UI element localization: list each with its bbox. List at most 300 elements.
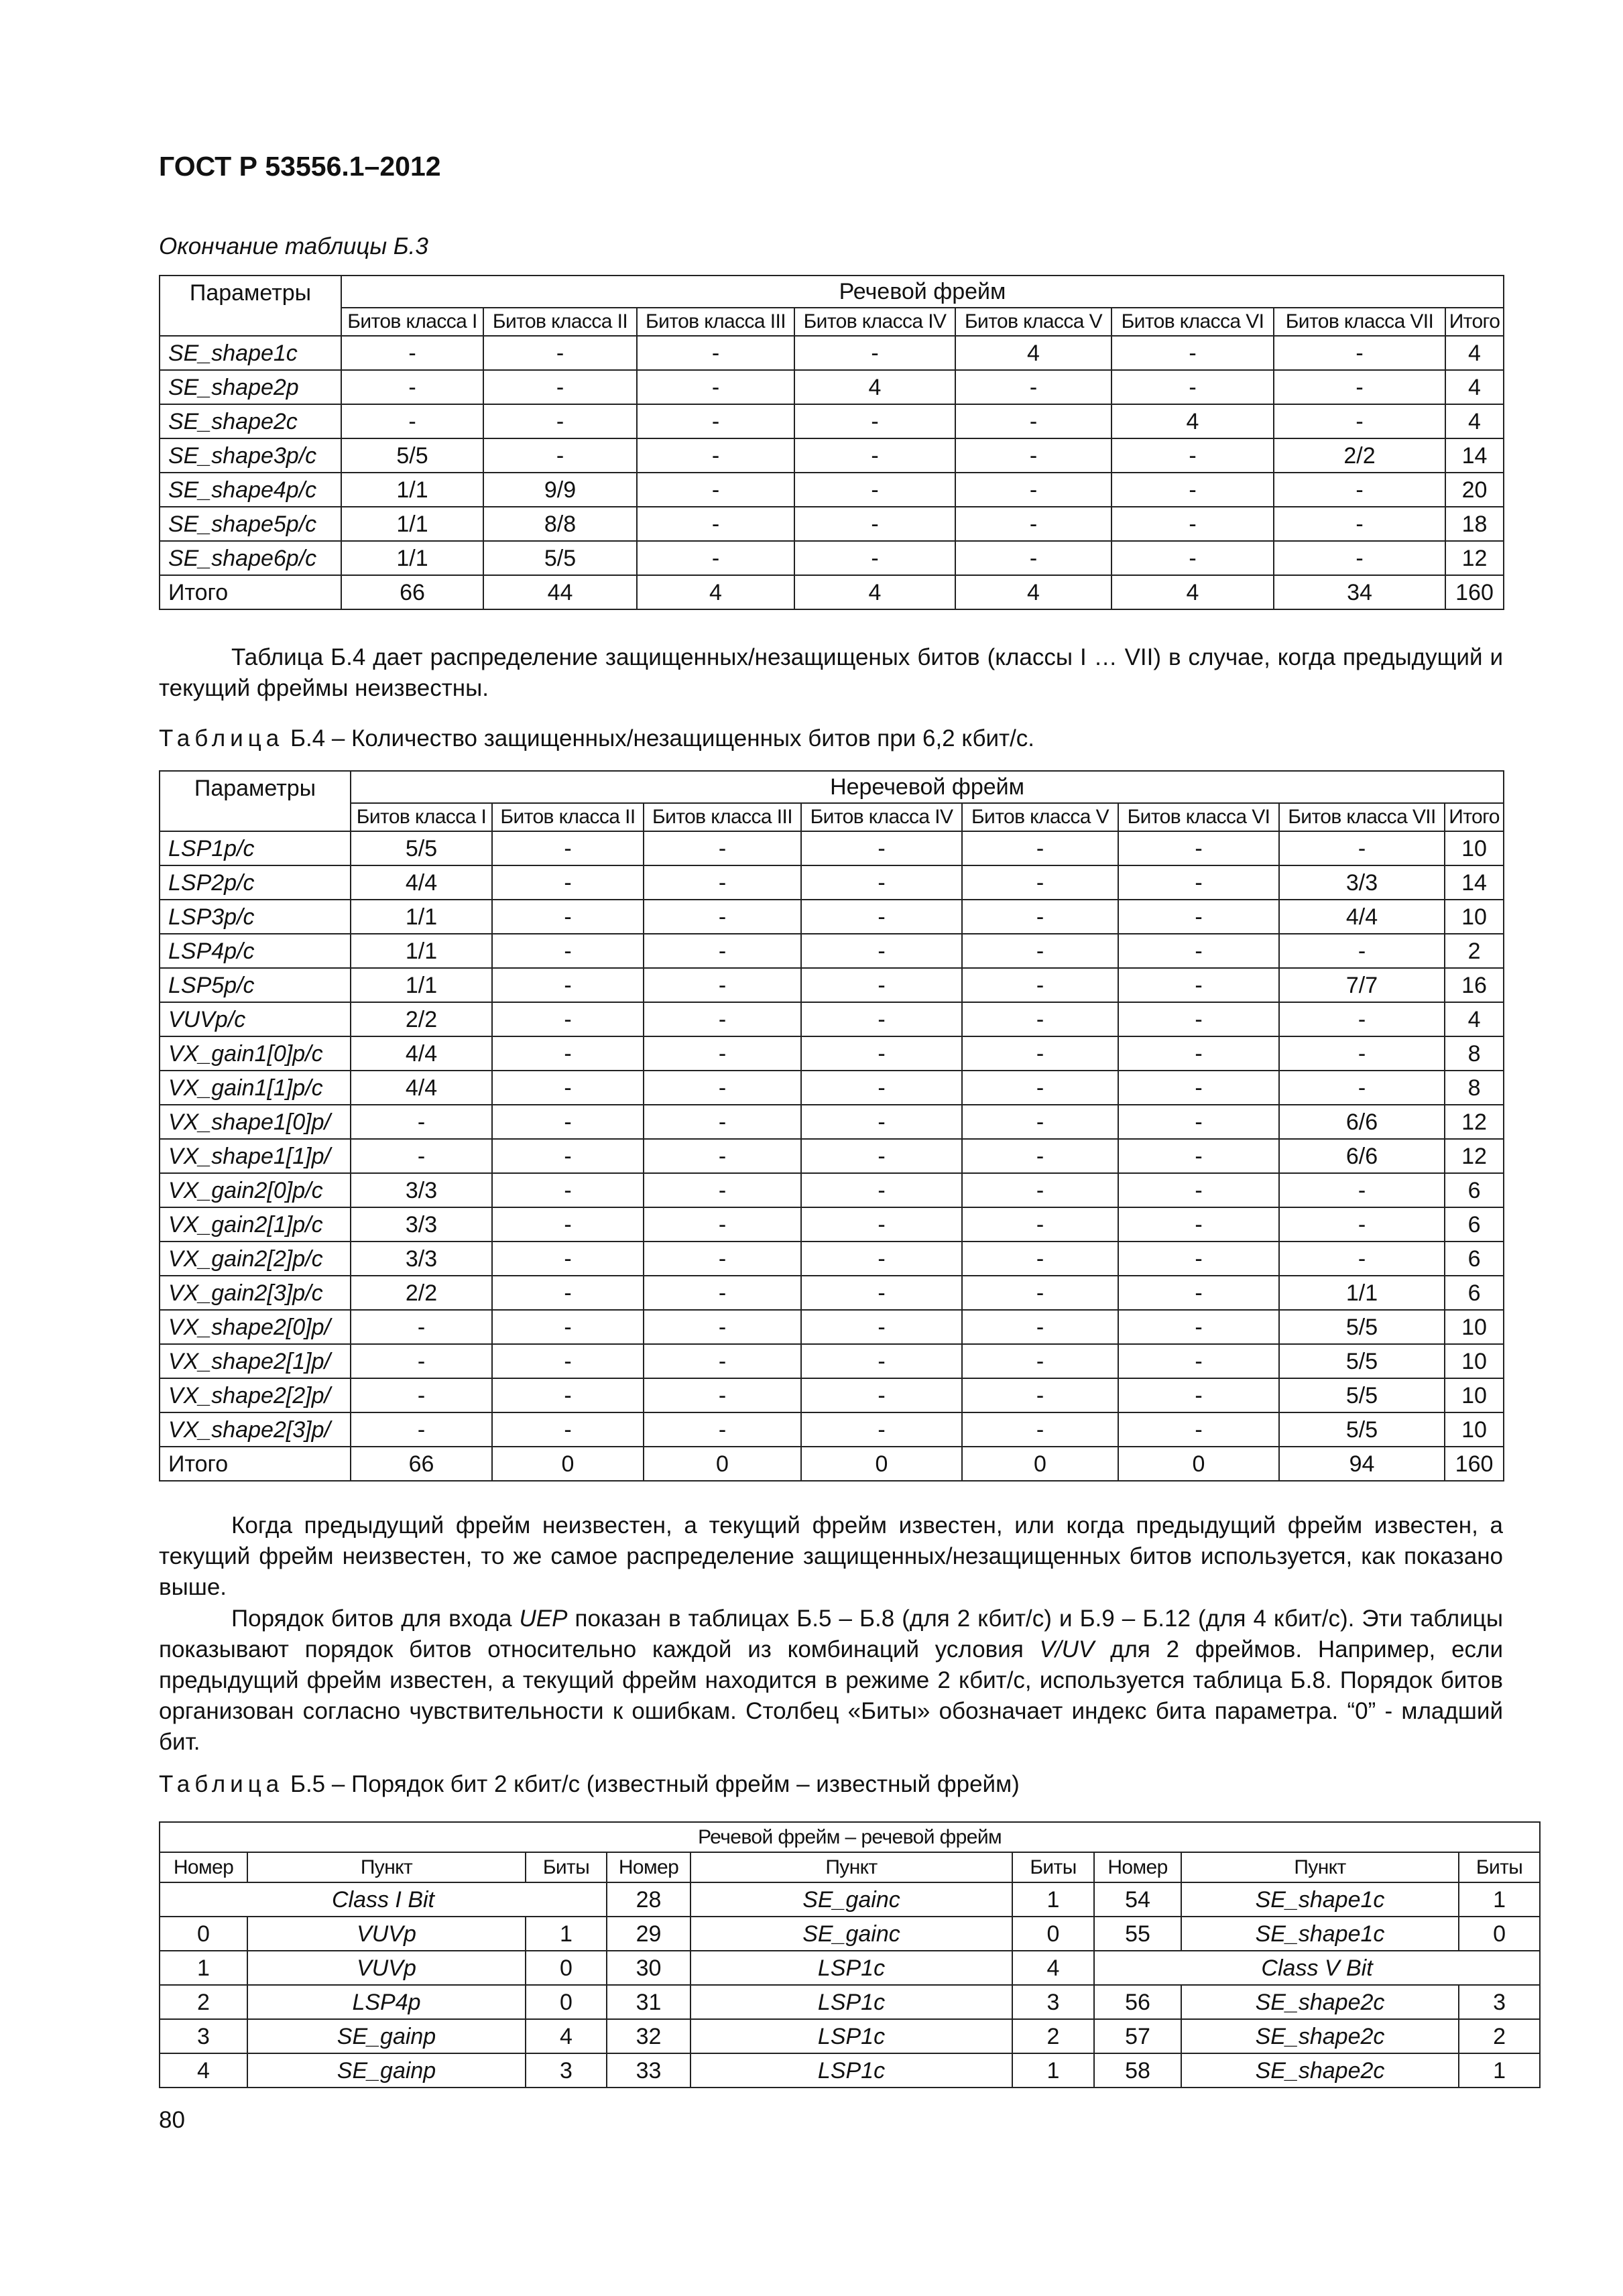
table-cell: 1/1 xyxy=(351,968,492,1002)
table-cell: 2 xyxy=(1012,2019,1094,2053)
table-cell: - xyxy=(1274,507,1445,541)
column-header: Номер xyxy=(1094,1852,1181,1882)
table-cell: - xyxy=(962,968,1118,1002)
table-cell: - xyxy=(962,1412,1118,1447)
table-cell: - xyxy=(644,1412,801,1447)
table-cell: - xyxy=(1118,1242,1279,1276)
table-cell: - xyxy=(962,1105,1118,1139)
table-row xyxy=(160,1276,1504,1310)
table-cell: - xyxy=(483,438,637,473)
para-term-uep: UEP xyxy=(519,1606,568,1632)
table-cell: - xyxy=(492,934,644,968)
table-cell: - xyxy=(962,900,1118,934)
table-row xyxy=(160,2053,1540,2088)
table-cell: - xyxy=(962,1036,1118,1071)
param-name-cell: SE_shape5p/c xyxy=(160,507,341,541)
param-name-cell: SE_shape2c xyxy=(160,404,341,438)
table-cell: - xyxy=(1118,1139,1279,1173)
table-cell: 8 xyxy=(1445,1036,1504,1071)
table-cell: 18 xyxy=(1445,507,1504,541)
table-cell: - xyxy=(1118,968,1279,1002)
table-cell: - xyxy=(644,1207,801,1242)
table-cell: 4/4 xyxy=(351,865,492,900)
para-term-vuv: V/UV xyxy=(1039,1636,1095,1663)
table-cell: - xyxy=(1118,1105,1279,1139)
table-cell: 31 xyxy=(607,1985,690,2019)
table-cell: - xyxy=(1118,1276,1279,1310)
table-cell: - xyxy=(644,1378,801,1412)
table-cell: - xyxy=(801,968,962,1002)
table-cell: - xyxy=(492,1310,644,1344)
table-b5-caption xyxy=(159,1771,1020,1798)
table-cell: LSP1c xyxy=(690,2019,1012,2053)
table-cell: 4 xyxy=(794,370,955,404)
table-cell: - xyxy=(637,473,794,507)
table-cell: 2 xyxy=(1445,934,1504,968)
param-name-cell: SE_shape4p/c xyxy=(160,473,341,507)
table-cell: - xyxy=(341,404,483,438)
param-name-cell: SE_shape1c xyxy=(160,336,341,370)
table-cell: - xyxy=(1118,900,1279,934)
table-cell: - xyxy=(1118,1173,1279,1207)
table-cell: - xyxy=(637,336,794,370)
table-cell: - xyxy=(962,934,1118,968)
table-cell: 14 xyxy=(1445,865,1504,900)
table-cell: - xyxy=(492,1071,644,1105)
table-cell: 5/5 xyxy=(483,541,637,575)
table-cell: 5/5 xyxy=(1279,1378,1445,1412)
class-header: Class I Bit xyxy=(160,1882,607,1917)
table-row xyxy=(160,2019,1540,2053)
table-cell: 10 xyxy=(1445,1412,1504,1447)
table-cell: - xyxy=(644,1310,801,1344)
table-cell: 32 xyxy=(607,2019,690,2053)
table-cell: 9/9 xyxy=(483,473,637,507)
table-cell: - xyxy=(1111,336,1274,370)
table-cell: - xyxy=(801,1105,962,1139)
table-cell: LSP1c xyxy=(690,1951,1012,1985)
table-cell: 29 xyxy=(607,1917,690,1951)
table-cell: - xyxy=(1111,438,1274,473)
table-cell: - xyxy=(492,1207,644,1242)
table-cell: VUVp xyxy=(247,1917,526,1951)
table-cell: 5/5 xyxy=(1279,1412,1445,1447)
table-cell: 6 xyxy=(1445,1173,1504,1207)
table-cell: - xyxy=(637,507,794,541)
table-cell: 4/4 xyxy=(351,1071,492,1105)
table-cell: - xyxy=(492,900,644,934)
param-name-cell: VX_shape1[1]p/ xyxy=(160,1139,351,1173)
table-cell: 1 xyxy=(160,1951,247,1985)
table-cell: 10 xyxy=(1445,1344,1504,1378)
table-cell: 1/1 xyxy=(341,541,483,575)
table-cell: 4 xyxy=(160,2053,247,2088)
table-cell: - xyxy=(794,541,955,575)
table-cell: 12 xyxy=(1445,541,1504,575)
page-number: 80 xyxy=(159,2107,185,2133)
table-cell: 2/2 xyxy=(351,1002,492,1036)
table-cell: - xyxy=(962,1310,1118,1344)
table-cell: - xyxy=(644,1242,801,1276)
table-cell: - xyxy=(644,1002,801,1036)
table-cell: 56 xyxy=(1094,1985,1181,2019)
table-cell: - xyxy=(801,1207,962,1242)
table-cell: - xyxy=(483,404,637,438)
table-row xyxy=(160,1951,1540,1985)
table-cell: SE_shape2c xyxy=(1181,1985,1459,2019)
param-name-cell: LSP2p/c xyxy=(160,865,351,900)
table-cell: - xyxy=(637,541,794,575)
table-b5-title: Речевой фрейм – речевой фрейм xyxy=(160,1822,1540,1852)
table-cell: - xyxy=(801,1242,962,1276)
table-cell: - xyxy=(1274,541,1445,575)
param-name-cell: VX_gain1[0]p/c xyxy=(160,1036,351,1071)
table-cell: SE_shape2c xyxy=(1181,2019,1459,2053)
table-cell: - xyxy=(962,1242,1118,1276)
table-cell: - xyxy=(1274,336,1445,370)
table-row xyxy=(160,1412,1504,1447)
param-name-cell: VX_shape2[2]p/ xyxy=(160,1378,351,1412)
table-cell: - xyxy=(492,831,644,865)
table-cell: 6/6 xyxy=(1279,1139,1445,1173)
column-header: Битов класса V xyxy=(962,803,1118,831)
table-cell: 10 xyxy=(1445,1378,1504,1412)
table-cell: - xyxy=(637,438,794,473)
table-cell: 2/2 xyxy=(351,1276,492,1310)
param-name-cell: Итого xyxy=(160,1447,351,1481)
table-cell: - xyxy=(492,1002,644,1036)
column-header: Битов класса IV xyxy=(794,308,955,336)
table-cell: - xyxy=(492,1173,644,1207)
param-name-cell: SE_shape2p xyxy=(160,370,341,404)
table-cell: - xyxy=(1279,1071,1445,1105)
table-cell: 34 xyxy=(1274,575,1445,609)
table-cell: - xyxy=(955,507,1111,541)
table-cell: - xyxy=(801,1412,962,1447)
table-cell: 54 xyxy=(1094,1882,1181,1917)
table-cell: - xyxy=(644,1276,801,1310)
table-row xyxy=(160,1378,1504,1412)
table-cell: - xyxy=(962,1002,1118,1036)
table-cell: - xyxy=(962,1173,1118,1207)
paragraph-bit-order xyxy=(159,1604,1503,1758)
table-cell: 0 xyxy=(1459,1917,1540,1951)
table-cell: SE_gainc xyxy=(690,1882,1012,1917)
table-cell: - xyxy=(1118,1344,1279,1378)
table-cell: - xyxy=(483,336,637,370)
table-header-params: Параметры xyxy=(160,771,351,831)
table-row xyxy=(160,1002,1504,1036)
table-cell: - xyxy=(955,404,1111,438)
column-header: Битов класса III xyxy=(637,308,794,336)
table-row xyxy=(160,1071,1504,1105)
table-cell: 5/5 xyxy=(341,438,483,473)
column-header: Биты xyxy=(1012,1852,1094,1882)
table-cell: - xyxy=(492,1276,644,1310)
table-cell: LSP4p xyxy=(247,1985,526,2019)
table-cell: - xyxy=(801,1276,962,1310)
column-header: Пункт xyxy=(247,1852,526,1882)
column-header: Номер xyxy=(607,1852,690,1882)
column-header: Битов класса III xyxy=(644,803,801,831)
table-cell: - xyxy=(351,1139,492,1173)
table-row xyxy=(160,507,1504,541)
table-row xyxy=(160,934,1504,968)
para-text: для 2 фреймов. Например, если предыдущий фрейм известен, а текущий фрейм находится в режиме 2 кбит/с, используется таблица Б.8. Порядок битов организован согласно чувствительности к ошибкам. Столбец «Биты» обозначает индекс бита параметра. “0” - младший бит. xyxy=(159,1636,1504,1755)
table-cell: - xyxy=(1279,934,1445,968)
table-cell: - xyxy=(794,404,955,438)
table-b4 xyxy=(159,770,1504,1482)
table-cell: 3 xyxy=(1459,1985,1540,2019)
table-cell: - xyxy=(492,1344,644,1378)
table-cell: 16 xyxy=(1445,968,1504,1002)
table-cell: - xyxy=(644,1173,801,1207)
param-name-cell: LSP1p/c xyxy=(160,831,351,865)
table-cell: 4 xyxy=(1111,575,1274,609)
table-cell: SE_shape1c xyxy=(1181,1882,1459,1917)
para-text: Порядок битов для входа xyxy=(231,1606,520,1632)
table-cell: - xyxy=(962,1344,1118,1378)
table-cell: 12 xyxy=(1445,1105,1504,1139)
param-name-cell: VUVp/c xyxy=(160,1002,351,1036)
column-header: Битов класса VI xyxy=(1111,308,1274,336)
table-cell: 6 xyxy=(1445,1276,1504,1310)
table-cell: - xyxy=(644,900,801,934)
paragraph-distribution: Когда предыдущий фрейм неизвестен, а текущий фрейм известен, или когда предыдущий фрейм известен, а текущий фрейм неизвестен, то же самое распределение защищенных/незащищенных битов используется, как показано выше. xyxy=(159,1512,1503,1600)
table-cell: - xyxy=(801,1036,962,1071)
column-header: Битов класса I xyxy=(351,803,492,831)
table-cell: - xyxy=(801,1344,962,1378)
table-cell: - xyxy=(801,1002,962,1036)
column-header: Пункт xyxy=(690,1852,1012,1882)
table-cell: 0 xyxy=(1012,1917,1094,1951)
table-row xyxy=(160,404,1504,438)
table-cell: - xyxy=(1118,1207,1279,1242)
table-row xyxy=(160,968,1504,1002)
table-cell: VUVp xyxy=(247,1951,526,1985)
table-cell: 1/1 xyxy=(341,507,483,541)
table-cell: 1 xyxy=(526,1917,607,1951)
table-cell: - xyxy=(1111,507,1274,541)
table-cell: 160 xyxy=(1445,575,1504,609)
column-header: Битов класса VII xyxy=(1279,803,1445,831)
table-cell: - xyxy=(1111,541,1274,575)
table-cell: SE_gainc xyxy=(690,1917,1012,1951)
table-cell: - xyxy=(955,438,1111,473)
column-header: Битов класса I xyxy=(341,308,483,336)
table-cell: LSP1c xyxy=(690,2053,1012,2088)
table-cell: 6/6 xyxy=(1279,1105,1445,1139)
table-cell: - xyxy=(962,865,1118,900)
table-row xyxy=(160,1985,1540,2019)
column-header: Биты xyxy=(1459,1852,1540,1882)
table-cell: - xyxy=(351,1412,492,1447)
table-cell: - xyxy=(801,1310,962,1344)
param-name-cell: VX_gain2[0]p/c xyxy=(160,1173,351,1207)
table-cell: 66 xyxy=(351,1447,492,1481)
caption-text: Б.5 – Порядок бит 2 кбит/с (известный фрейм – известный фрейм) xyxy=(290,1771,1020,1797)
table-row xyxy=(160,1207,1504,1242)
table-cell: - xyxy=(492,1105,644,1139)
table-cell: - xyxy=(644,934,801,968)
table-cell: - xyxy=(1274,370,1445,404)
table-row xyxy=(160,1139,1504,1173)
table-cell: - xyxy=(1118,1002,1279,1036)
table-cell: - xyxy=(644,968,801,1002)
table-cell: - xyxy=(492,968,644,1002)
table-cell: 7/7 xyxy=(1279,968,1445,1002)
column-header: Итого xyxy=(1445,803,1504,831)
param-name-cell: VX_shape1[0]p/ xyxy=(160,1105,351,1139)
param-name-cell: SE_shape3p/c xyxy=(160,438,341,473)
column-header: Битов класса II xyxy=(483,308,637,336)
table-b3 xyxy=(159,275,1504,610)
table-cell: - xyxy=(492,1242,644,1276)
table-cell: - xyxy=(492,865,644,900)
table-cell: 3/3 xyxy=(351,1173,492,1207)
table-cell: - xyxy=(794,438,955,473)
table-cell: - xyxy=(1274,473,1445,507)
table-cell: 4 xyxy=(1445,404,1504,438)
table-row xyxy=(160,473,1504,507)
table-cell: 5/5 xyxy=(1279,1310,1445,1344)
paragraph-b4-intro: Таблица Б.4 дает распределение защищенных/незащищеных битов (классы I … VII) в случае, когда предыдущий и текущий фреймы неизвестны. xyxy=(159,644,1503,701)
table-cell: - xyxy=(492,1036,644,1071)
table-cell: 30 xyxy=(607,1951,690,1985)
table-cell: - xyxy=(1111,473,1274,507)
table-cell: - xyxy=(1279,831,1445,865)
table-cell: 1/1 xyxy=(341,473,483,507)
table-cell: 8/8 xyxy=(483,507,637,541)
table-b4-caption xyxy=(159,725,1034,752)
table-cell: - xyxy=(644,1344,801,1378)
table-cell: 44 xyxy=(483,575,637,609)
table-cell: - xyxy=(351,1310,492,1344)
table-cell: 4 xyxy=(794,575,955,609)
table-cell: - xyxy=(1279,1002,1445,1036)
table-cell: SE_shape2c xyxy=(1181,2053,1459,2088)
table-cell: 4 xyxy=(1012,1951,1094,1985)
table-cell: 0 xyxy=(526,1985,607,2019)
table-cell: - xyxy=(1118,1036,1279,1071)
table-cell: 0 xyxy=(644,1447,801,1481)
table-row xyxy=(160,336,1504,370)
table-cell: 10 xyxy=(1445,1310,1504,1344)
table-row xyxy=(160,1242,1504,1276)
table-cell: 14 xyxy=(1445,438,1504,473)
column-header: Итого xyxy=(1445,308,1504,336)
param-name-cell: VX_gain1[1]p/c xyxy=(160,1071,351,1105)
table-cell: - xyxy=(962,1071,1118,1105)
table-cell: - xyxy=(794,507,955,541)
table-cell: 6 xyxy=(1445,1207,1504,1242)
table-cell: - xyxy=(1279,1036,1445,1071)
table-cell: - xyxy=(794,336,955,370)
table-cell: SE_gainp xyxy=(247,2019,526,2053)
table-cell: - xyxy=(1274,404,1445,438)
table-cell: 3/3 xyxy=(1279,865,1445,900)
table-cell: - xyxy=(644,865,801,900)
table-cell: - xyxy=(1279,1207,1445,1242)
table-cell: - xyxy=(644,1105,801,1139)
table-row xyxy=(160,370,1504,404)
column-header: Битов класса II xyxy=(492,803,644,831)
table-cell: 0 xyxy=(962,1447,1118,1481)
table-row xyxy=(160,1447,1504,1481)
table-header-group: Неречевой фрейм xyxy=(351,771,1504,803)
table-cell: LSP1c xyxy=(690,1985,1012,2019)
table-cell: 20 xyxy=(1445,473,1504,507)
table-cell: - xyxy=(801,865,962,900)
table-cell: - xyxy=(801,1378,962,1412)
column-header: Номер xyxy=(160,1852,247,1882)
column-header: Битов класса VI xyxy=(1118,803,1279,831)
table-cell: - xyxy=(341,336,483,370)
table-cell: - xyxy=(1118,1071,1279,1105)
table-cell: - xyxy=(962,831,1118,865)
param-name-cell: LSP4p/c xyxy=(160,934,351,968)
table-cell: - xyxy=(1279,1242,1445,1276)
table-cell: - xyxy=(801,934,962,968)
table-cell: 3 xyxy=(526,2053,607,2088)
table-cell: - xyxy=(801,1139,962,1173)
table-cell: 4/4 xyxy=(351,1036,492,1071)
table-cell: 4 xyxy=(1445,336,1504,370)
table-cell: - xyxy=(962,1207,1118,1242)
table-cell: 0 xyxy=(526,1951,607,1985)
table-cell: 0 xyxy=(801,1447,962,1481)
table-cell: - xyxy=(351,1378,492,1412)
class-header: Class V Bit xyxy=(1094,1951,1540,1985)
column-header: Битов класса V xyxy=(955,308,1111,336)
column-header: Битов класса VII xyxy=(1274,308,1445,336)
table-cell: - xyxy=(637,370,794,404)
table-cell: 6 xyxy=(1445,1242,1504,1276)
table-cell: 33 xyxy=(607,2053,690,2088)
table-cell: - xyxy=(644,1036,801,1071)
table-cell: - xyxy=(1118,865,1279,900)
table-cell: - xyxy=(492,1139,644,1173)
table-cell: 66 xyxy=(341,575,483,609)
table-cell: 5/5 xyxy=(1279,1344,1445,1378)
table-cell: 1/1 xyxy=(351,900,492,934)
table-b5-body xyxy=(160,1985,1540,2088)
table-cell: 10 xyxy=(1445,831,1504,865)
table-cell: 4 xyxy=(1111,404,1274,438)
table-cell: - xyxy=(492,1378,644,1412)
param-name-cell: VX_gain2[1]p/c xyxy=(160,1207,351,1242)
param-name-cell: LSP3p/c xyxy=(160,900,351,934)
table-cell: - xyxy=(644,1139,801,1173)
table-cell: - xyxy=(1118,934,1279,968)
table-cell: - xyxy=(644,831,801,865)
table-row xyxy=(160,1344,1504,1378)
table-cell: 0 xyxy=(160,1917,247,1951)
table-row xyxy=(160,541,1504,575)
table-cell: 4/4 xyxy=(1279,900,1445,934)
table-cell: 2 xyxy=(160,1985,247,2019)
table-cell: - xyxy=(955,541,1111,575)
table-cell: 1 xyxy=(1012,1882,1094,1917)
param-name-cell: SE_shape6p/c xyxy=(160,541,341,575)
table-cell: 2/2 xyxy=(1274,438,1445,473)
table-cell: - xyxy=(1111,370,1274,404)
table-cell: - xyxy=(637,404,794,438)
table-cell: 0 xyxy=(1118,1447,1279,1481)
table-cell: - xyxy=(483,370,637,404)
table-cell: - xyxy=(1118,1378,1279,1412)
table-cell: 57 xyxy=(1094,2019,1181,2053)
